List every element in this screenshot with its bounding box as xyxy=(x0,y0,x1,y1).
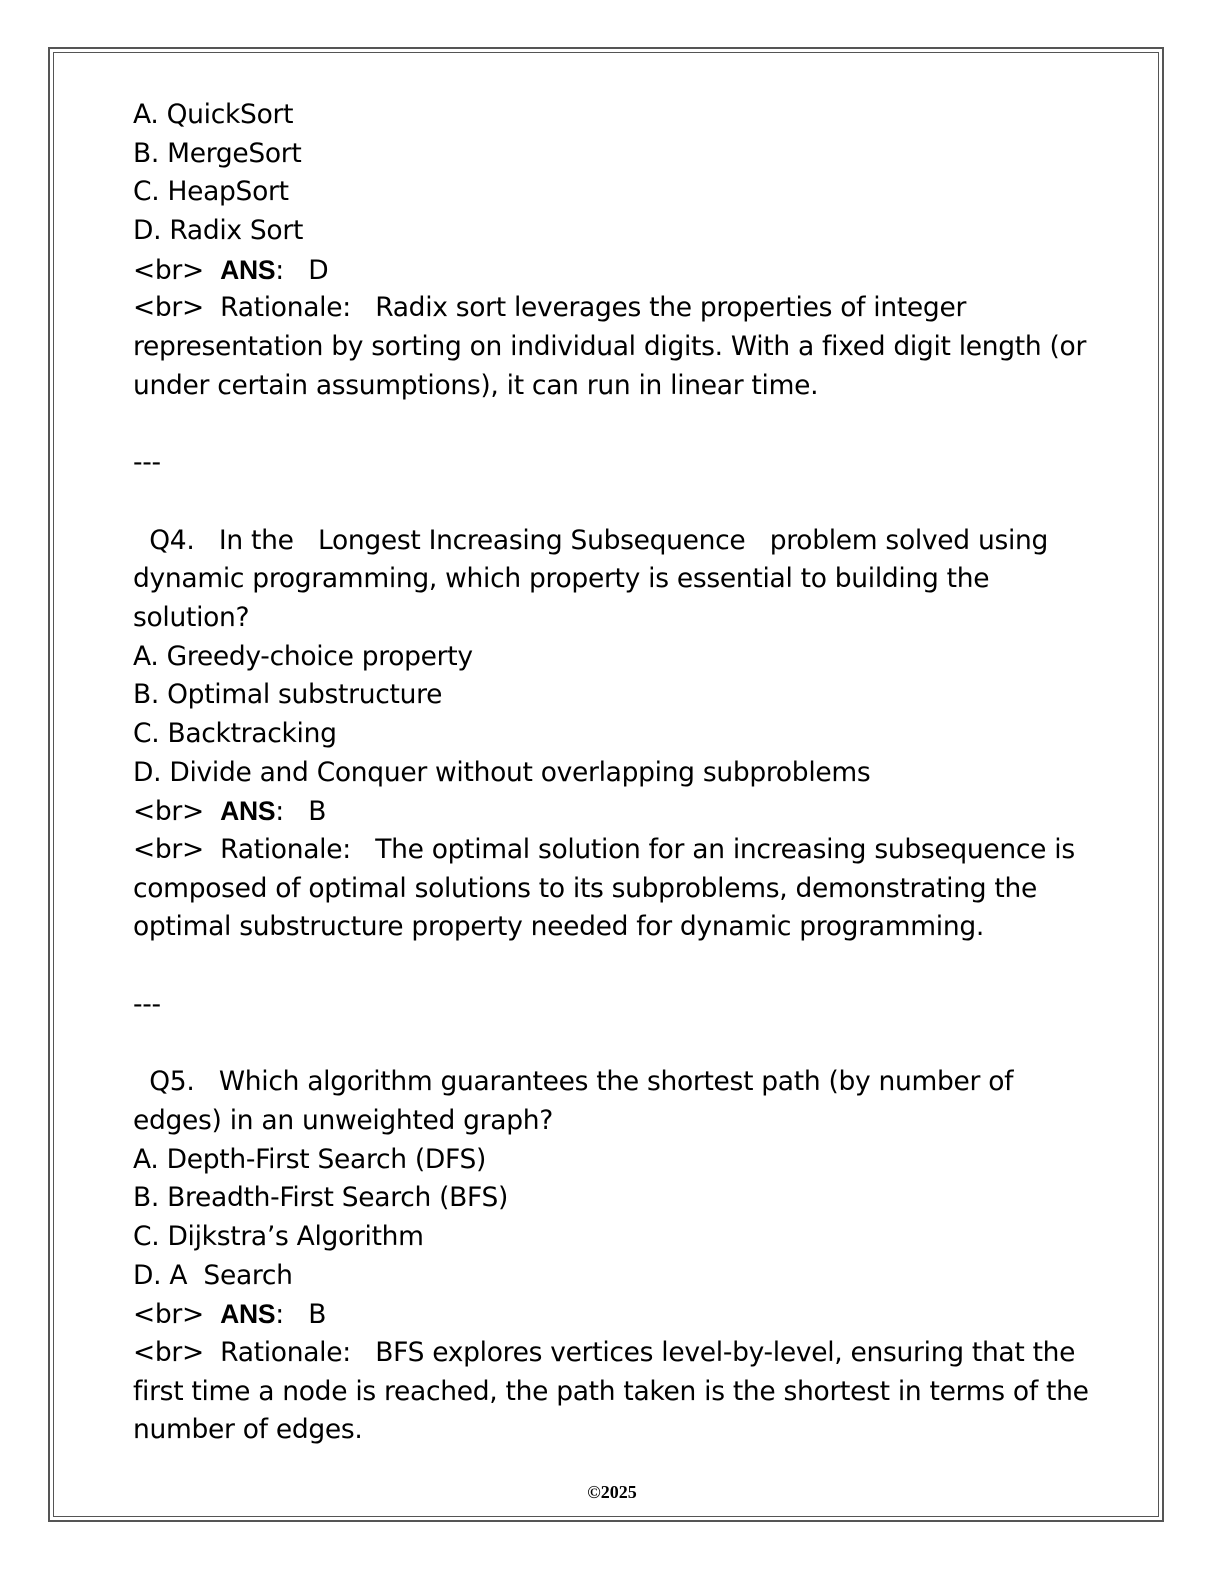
rationale-line: representation by sorting on individual digits. With a fixed digit length (or xyxy=(133,331,1087,363)
option-d: D. Radix Sort xyxy=(133,215,304,247)
option-a: A. QuickSort xyxy=(133,99,294,130)
copyright-footer: ©2025 xyxy=(587,1482,637,1502)
option-a: A. Depth-First Search (DFS) xyxy=(133,1143,487,1175)
option-d: D. Divide and Conquer without overlapping subproblems xyxy=(133,756,871,788)
answer-value: : B xyxy=(275,796,327,828)
option-b: B. MergeSort xyxy=(133,137,302,169)
option-c: C. Dijkstra’s Algorithm xyxy=(133,1220,424,1252)
question-text: Q5. Which algorithm guarantees the shortest path (by number of xyxy=(133,1066,1014,1098)
question-text: solution? xyxy=(133,601,250,633)
answer-line xyxy=(133,251,1093,290)
document-body xyxy=(133,96,1093,1450)
question-block-q5 xyxy=(133,1063,1093,1450)
answer-prefix: <br> xyxy=(133,254,221,286)
question-text: dynamic programming, which property is essential to building the xyxy=(133,563,990,595)
answer-label: ANS xyxy=(220,1299,276,1330)
option-d: D. A Search xyxy=(133,1259,293,1291)
rationale-line: <br> Rationale: The optimal solution for an increasing subsequence is xyxy=(133,834,1075,866)
separator: --- xyxy=(133,988,161,1020)
option-a: A. Greedy-choice property xyxy=(133,640,473,672)
rationale-line: number of edges. xyxy=(133,1414,363,1446)
answer-label: ANS xyxy=(220,796,276,827)
option-b: B. Breadth-First Search (BFS) xyxy=(133,1182,509,1214)
answer-prefix: <br> xyxy=(133,796,221,828)
option-c: C. Backtracking xyxy=(133,718,337,749)
question-block-q4 xyxy=(133,522,1093,948)
rationale-line: <br> Rationale: BFS explores vertices level-by-level, ensuring that the xyxy=(133,1337,1076,1368)
answer-prefix: <br> xyxy=(133,1299,221,1331)
rationale-line: composed of optimal solutions to its subproblems, demonstrating the xyxy=(133,872,1037,904)
question-text: Q4. In the Longest Increasing Subsequence problem solved using xyxy=(133,524,1049,556)
question-block-q3 xyxy=(133,96,1093,406)
answer-label: ANS xyxy=(220,254,276,285)
option-c: C. HeapSort xyxy=(133,176,289,208)
rationale-line: optimal substructure property needed for dynamic programming. xyxy=(133,911,984,943)
answer-line xyxy=(133,792,1093,831)
option-b: B. Optimal substructure xyxy=(133,679,443,711)
answer-value: : B xyxy=(275,1299,327,1331)
rationale-line: under certain assumptions), it can run in linear time. xyxy=(133,369,819,401)
separator: --- xyxy=(133,447,161,479)
rationale-line: <br> Rationale: Radix sort leverages the properties of integer xyxy=(133,292,967,324)
answer-value: : D xyxy=(275,254,329,286)
answer-line xyxy=(133,1295,1093,1334)
rationale-line: first time a node is reached, the path taken is the shortest in terms of the xyxy=(133,1375,1089,1407)
question-text: edges) in an unweighted graph? xyxy=(133,1104,553,1136)
